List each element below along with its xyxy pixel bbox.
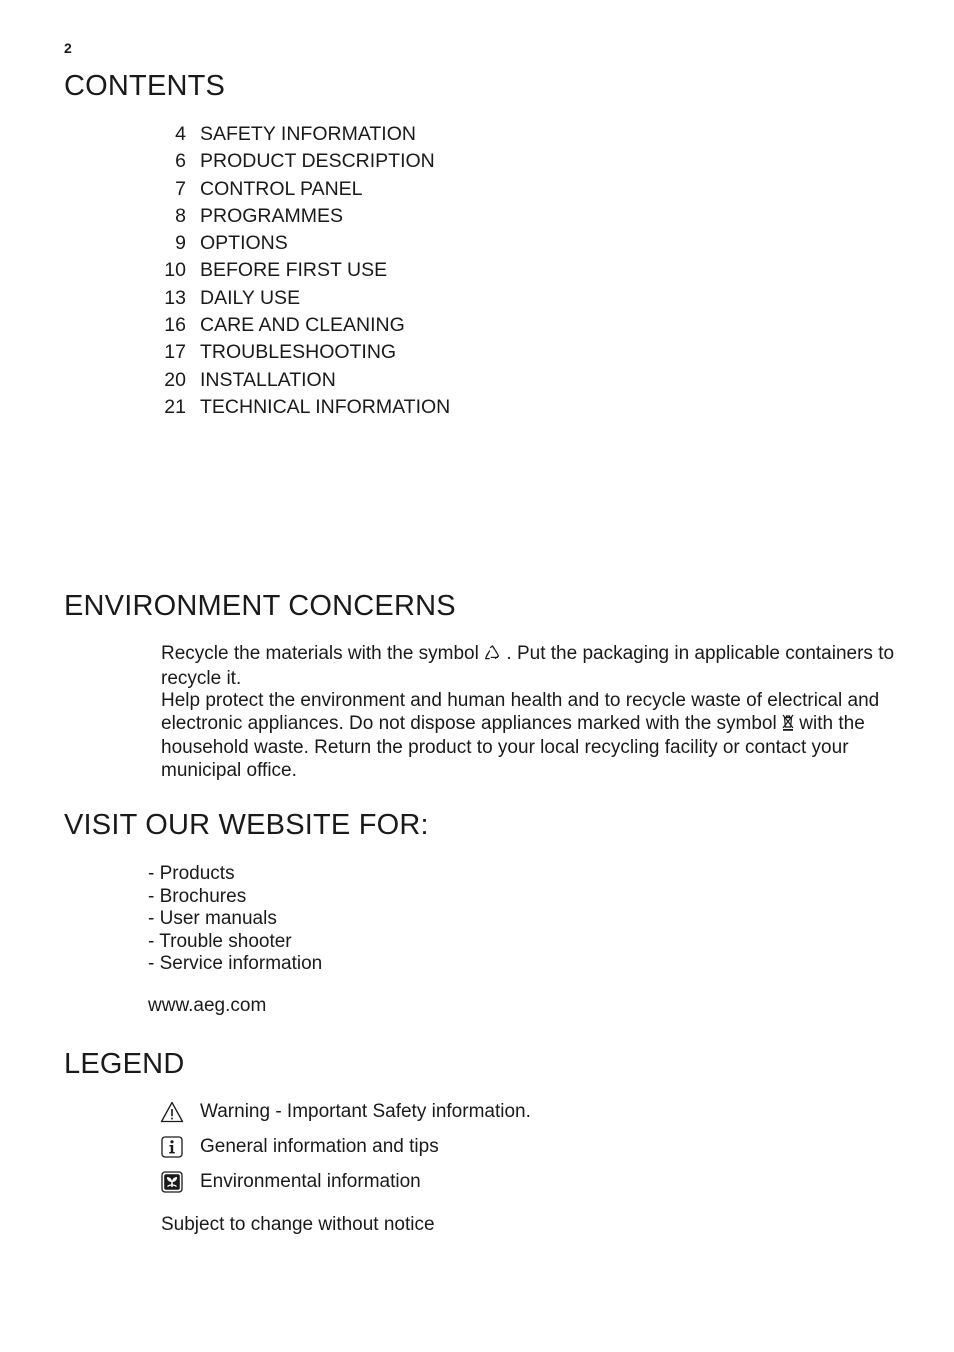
page-number: 2 [64,40,72,56]
toc-item[interactable] [150,339,450,366]
toc-page: 6 [175,150,186,173]
toc-item[interactable] [150,367,450,394]
list-item: - Service information [148,953,323,975]
toc-page: 20 [164,368,186,391]
toc-item[interactable] [150,121,450,148]
legend-warning-label: Warning - Important Safety information. [200,1101,531,1122]
toc-page: 4 [175,123,186,145]
toc-label: INSTALLATION [200,368,336,391]
toc-item[interactable] [150,148,450,175]
legend-item-warning [160,1100,531,1124]
toc-item[interactable] [150,312,450,339]
warning-triangle-icon [160,1100,184,1124]
toc-label: SAFETY INFORMATION [200,123,416,145]
recycle-icon [484,645,501,668]
change-notice: Subject to change without notice [161,1214,435,1235]
website-url[interactable]: www.aeg.com [148,995,267,1016]
toc-item[interactable] [150,230,450,257]
toc-label: BEFORE FIRST USE [200,259,388,282]
toc-page: 9 [175,232,186,255]
toc-label: TECHNICAL INFORMATION [200,395,451,418]
list-item: - Trouble shooter [148,930,292,952]
environment-paragraph-recycle [161,643,906,690]
toc-label: PRODUCT DESCRIPTION [200,150,435,173]
toc-page: 17 [164,341,186,364]
toc-label: CONTROL PANEL [200,177,363,200]
toc-label: OPTIONS [200,232,288,255]
website-title: VISIT OUR WEBSITE FOR: [64,809,429,841]
legend-info-label: General information and tips [200,1136,439,1157]
legend-item-environment [160,1170,421,1194]
legend-item-info [160,1135,439,1159]
toc-label: TROUBLESHOOTING [200,341,397,364]
list-item: - Brochures [148,885,247,907]
list-item: - Products [148,863,235,884]
env-text-span: . Put the packaging in applicable containers to recycle it. [161,643,895,689]
info-icon [160,1135,184,1159]
environment-title: ENVIRONMENT CONCERNS [64,590,456,622]
toc-page: 10 [164,259,186,282]
toc-page: 13 [164,286,186,309]
toc-label: DAILY USE [200,286,301,309]
toc-item[interactable] [150,203,450,230]
environment-text [161,643,906,783]
toc-item[interactable] [150,176,450,203]
environment-icon [160,1170,184,1194]
legend-environment-label: Environmental information [200,1171,421,1192]
env-text-span: Recycle the materials with the symbol [161,643,479,664]
legend-title: LEGEND [64,1048,185,1080]
environment-paragraph-weee [161,690,906,782]
crossed-bin-icon [782,714,794,738]
env-text-span: Help protect the environment and human health and to recycle waste of electrical and electronic appliances. Do not dispose appliances marked with the symbol [161,690,880,734]
toc-page: 8 [175,204,186,227]
toc-item[interactable] [150,257,450,284]
toc-item[interactable] [150,285,450,312]
env-text-span: with the household waste. Return the product to your local recycling facility or contact your municipal office. [161,712,865,781]
toc-page: 21 [164,395,186,418]
toc-item[interactable] [150,394,450,421]
toc-label: CARE AND CLEANING [200,314,405,337]
toc-page: 16 [164,314,186,337]
contents-title: CONTENTS [64,70,226,102]
toc-label: PROGRAMMES [200,204,344,227]
table-of-contents [150,121,450,421]
toc-page: 7 [175,177,186,200]
website-list [148,863,322,976]
list-item: - User manuals [148,908,277,930]
